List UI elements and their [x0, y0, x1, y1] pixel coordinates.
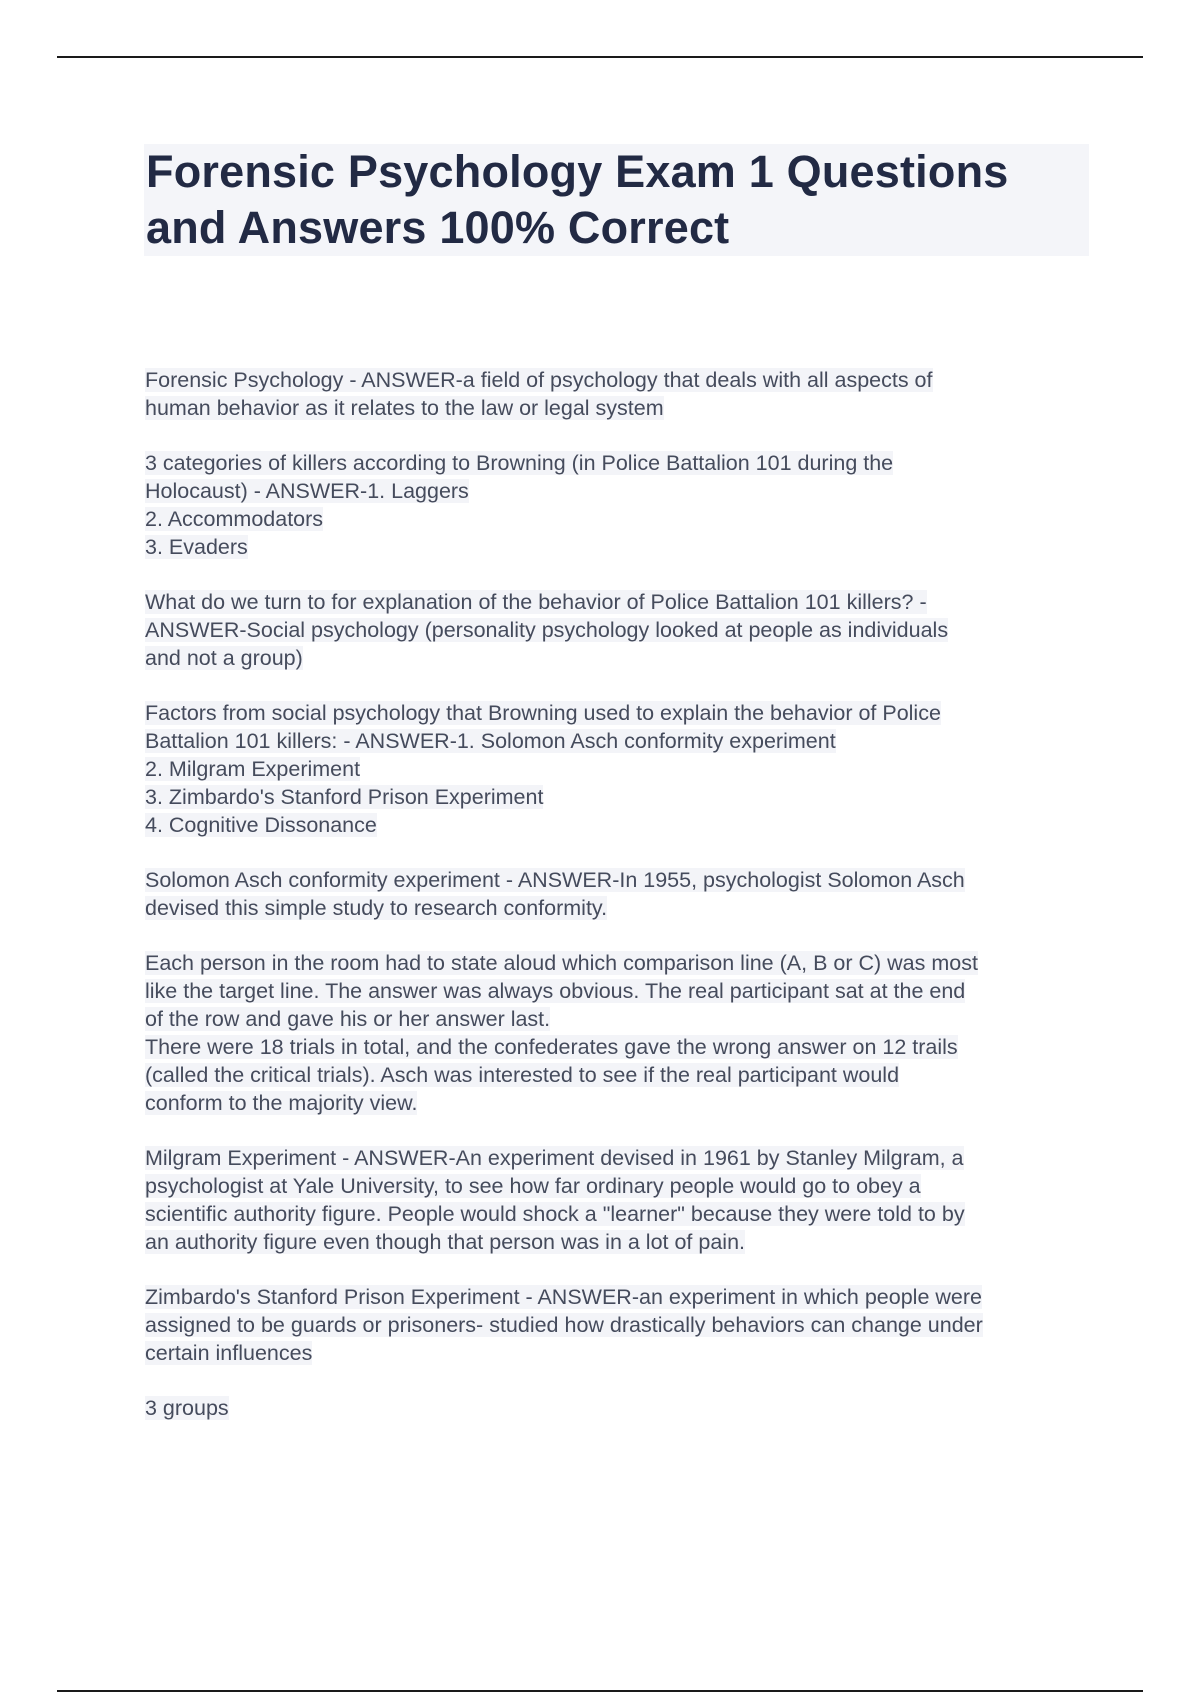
qa-line: and not a group) [145, 646, 303, 670]
qa-entry [145, 366, 1105, 422]
qa-line: Each person in the room had to state aloud which comparison line (A, B or C) was most [145, 951, 978, 975]
qa-line: Forensic Psychology - ANSWER-a field of psychology that deals with all aspects of [145, 368, 933, 392]
qa-entry [145, 449, 1105, 561]
qa-line: psychologist at Yale University, to see how far ordinary people would go to obey a [145, 1174, 921, 1198]
qa-line: conform to the majority view. [145, 1091, 418, 1115]
document-title-line: Forensic Psychology Exam 1 Questions [146, 146, 1009, 197]
qa-line: 3. Evaders [145, 535, 248, 559]
title-block [144, 144, 1089, 256]
document-title-line: and Answers 100% Correct [146, 202, 730, 253]
qa-line: (called the critical trials). Asch was interested to see if the real participant would [145, 1063, 900, 1087]
qa-line: What do we turn to for explanation of the behavior of Police Battalion 101 killers? - [145, 590, 927, 614]
qa-line: Milgram Experiment - ANSWER-An experiment devised in 1961 by Stanley Milgram, a [145, 1146, 964, 1170]
qa-line: Zimbardo's Stanford Prison Experiment - ANSWER-an experiment in which people were [145, 1285, 982, 1309]
qa-line: There were 18 trials in total, and the confederates gave the wrong answer on 12 trails [145, 1035, 958, 1059]
qa-line: human behavior as it relates to the law or legal system [145, 396, 664, 420]
qa-line: 2. Milgram Experiment [145, 757, 361, 781]
qa-line: assigned to be guards or prisoners- studied how drastically behaviors can change under [145, 1313, 983, 1337]
qa-line: Factors from social psychology that Browning used to explain the behavior of Police [145, 701, 941, 725]
qa-entry [145, 588, 1105, 672]
qa-line: Holocaust) - ANSWER-1. Laggers [145, 479, 469, 503]
qa-line: scientific authority figure. People would shock a "learner" because they were told to by [145, 1202, 965, 1226]
qa-line: like the target line. The answer was always obvious. The real participant sat at the end [145, 979, 966, 1003]
qa-line: of the row and gave his or her answer last. [145, 1007, 551, 1031]
bottom-divider [57, 1690, 1143, 1692]
document-title [144, 144, 1089, 256]
qa-entry [145, 699, 1105, 839]
qa-entry [145, 1283, 1105, 1367]
qa-entry [145, 1144, 1105, 1256]
qa-line: an authority figure even though that person was in a lot of pain. [145, 1230, 746, 1254]
qa-line: ANSWER-Social psychology (personality psychology looked at people as individuals [145, 618, 949, 642]
qa-line: 3 categories of killers according to Browning (in Police Battalion 101 during the [145, 451, 894, 475]
qa-line: 3. Zimbardo's Stanford Prison Experiment [145, 785, 544, 809]
qa-line: 2. Accommodators [145, 507, 324, 531]
qa-entry [145, 949, 1105, 1117]
qa-line: 4. Cognitive Dissonance [145, 813, 377, 837]
qa-line: Battalion 101 killers: - ANSWER-1. Solomon Asch conformity experiment [145, 729, 836, 753]
qa-entry [145, 1394, 1105, 1422]
qa-line: devised this simple study to research conformity. [145, 896, 608, 920]
qa-line: Solomon Asch conformity experiment - ANSWER-In 1955, psychologist Solomon Asch [145, 868, 965, 892]
qa-line: 3 groups [145, 1396, 229, 1420]
qa-content [145, 366, 1105, 1449]
qa-line: certain influences [145, 1341, 313, 1365]
top-divider [57, 56, 1143, 58]
qa-entry [145, 866, 1105, 922]
